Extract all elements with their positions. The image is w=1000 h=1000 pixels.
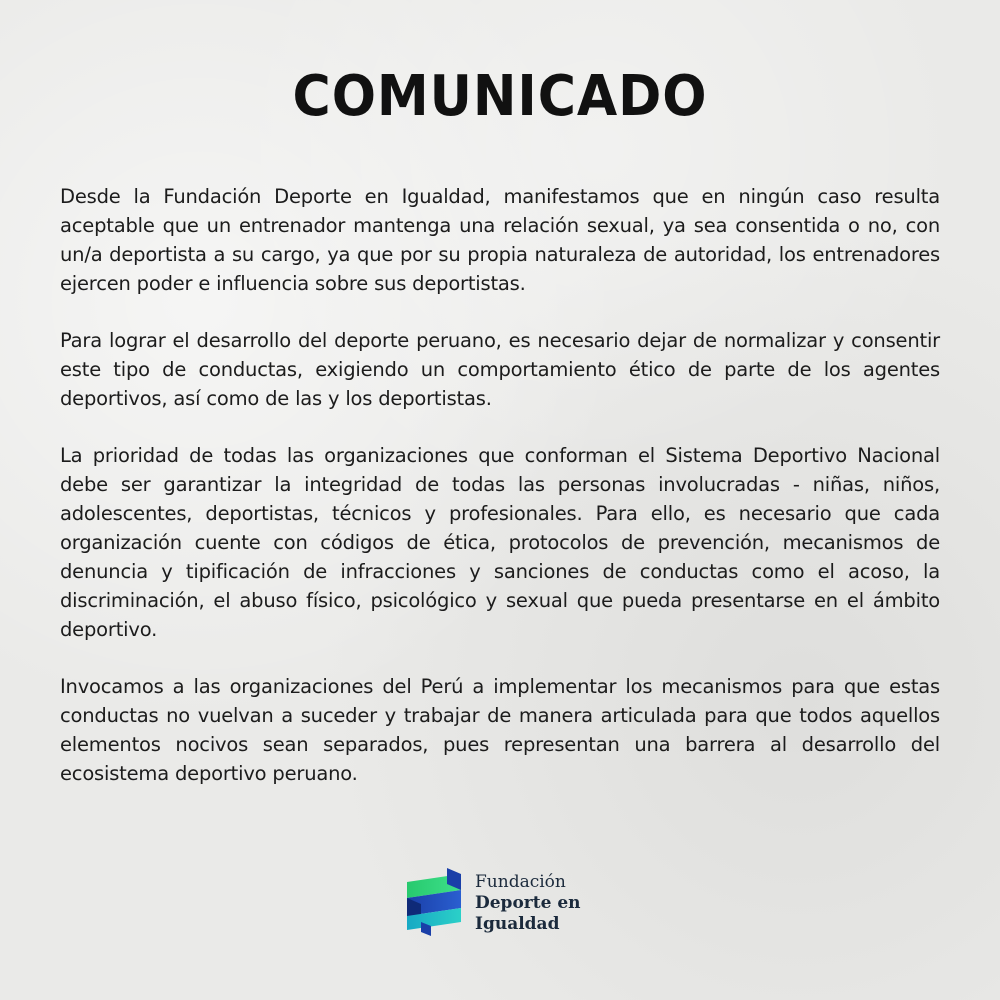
- paragraph-2: Para lograr el desarrollo del deporte peruano, es necesario dejar de normalizar y consentir este tipo de conductas, exigiendo un comportamiento ético de parte de los agentes deportivos, así como de las y los deportistas.: [60, 329, 940, 410]
- logo-line-deporte-en: Deporte en: [475, 893, 581, 913]
- paragraph-1: Desde la Fundación Deporte en Igualdad, manifestamos que en ningún caso resulta aceptable que un entrenador mantenga una relación sexual, ya sea consentida o no, con un/a deportista a su cargo, ya que por su propia naturaleza de autoridad, los entrenadores ejercen poder e influencia sobre sus deportistas.: [60, 185, 940, 295]
- foundation-logo-text: [475, 872, 581, 935]
- foundation-logo-icon: [403, 864, 465, 938]
- page-title: COMUNICADO: [292, 64, 708, 129]
- paragraph-4: Invocamos a las organizaciones del Perú a implementar los mecanismos para que estas conductas no vuelvan a suceder y trabajar de manera articulada para que todos aquellos elementos nocivos sean separados, pues representan una barrera al desarrollo del ecosistema deportivo peruano.: [60, 675, 940, 785]
- foundation-logo: [403, 864, 603, 938]
- paragraph-3: La prioridad de todas las organizaciones que conforman el Sistema Deportivo Nacional debe ser garantizar la integridad de todas las personas involucradas - niñas, niños, adolescentes, deportistas, técnicos y profesionales. Para ello, es necesario que cada organización cuente con códigos de ética, protocolos de prevención, mecanismos de denuncia y tipificación de infracciones y sanciones de conductas como el acoso, la discriminación, el abuso físico, psicológico y sexual que pueda presentarse en el ámbito deportivo.: [60, 444, 940, 641]
- logo-line-fundacion: Fundación: [475, 872, 566, 892]
- statement-body: [60, 182, 940, 788]
- logo-line-igualdad: Igualdad: [475, 914, 560, 934]
